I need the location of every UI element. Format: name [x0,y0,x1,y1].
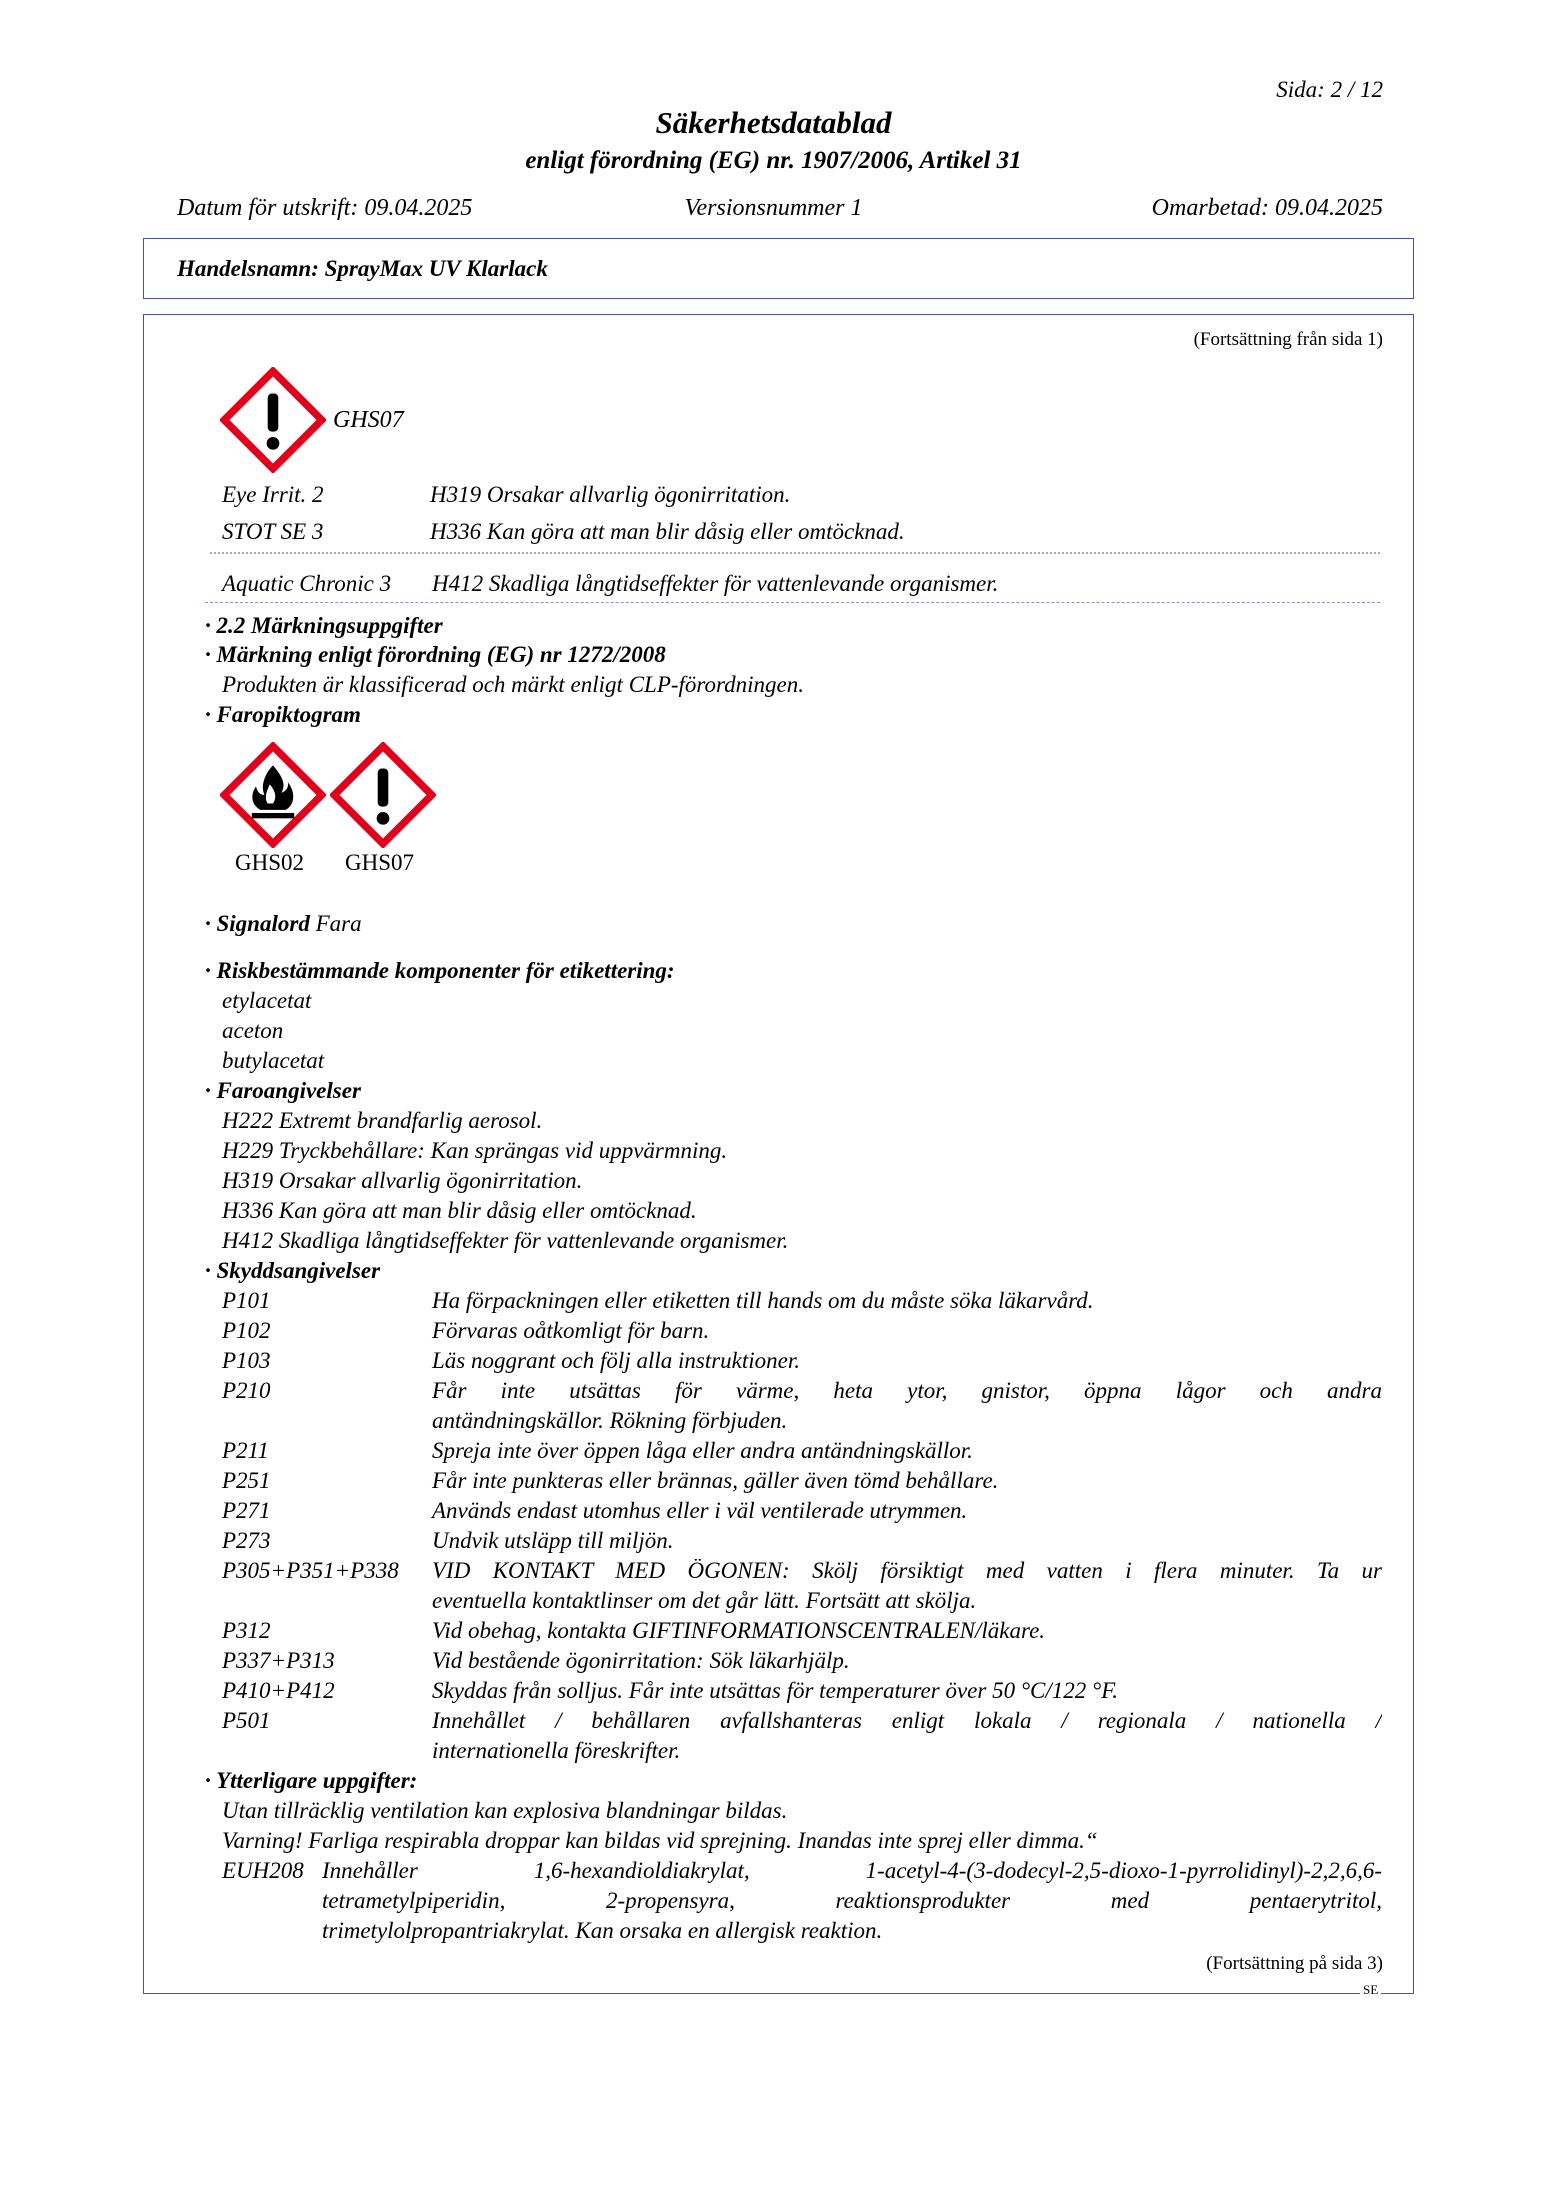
ghs02-flame-icon [220,742,326,848]
ghs07-label: GHS07 [333,407,404,433]
euh-text: Innehåller 1,6-hexandioldiakrylat, 1-acetyl-4-(3-dodecyl-2,5-dioxo-1-pyrrolidinyl)-2,2,6,6- [322,1859,1382,1883]
dotted-divider [210,552,1380,554]
component-item: butylacetat [222,1048,325,1073]
pictogram-label: GHS07 [345,850,415,875]
hazard-text: H336 Kan göra att man blir dåsig eller omtöcknad. [430,519,905,544]
precaution-text-cont: eventuella kontaktlinser om det går lätt. Fortsätt att skölja. [432,1588,977,1613]
classification-row [222,572,998,595]
precaution-code: P251 [222,1468,271,1493]
hazard-heading: · Faroangivelser [205,1078,361,1103]
precaution-text: Får inte utsättas för värme, heta ytor, gnistor, öppna lågor och andra [432,1379,1382,1403]
precaution-code: P501 [222,1708,271,1733]
hazard-statement: H412 Skadliga långtidseffekter för vattenlevande organismer. [222,1228,789,1253]
components-heading: · Riskbestämmande komponenter för etikettering: [205,958,675,983]
section-heading: · 2.2 Märkningsuppgifter [205,613,443,638]
classification-row [222,520,905,543]
precaution-text: Skyddas från solljus. Får inte utsättas för temperaturer över 50 °C/122 °F. [432,1678,1119,1703]
hazard-text: H319 Orsakar allvarlig ögonirritation. [430,482,791,507]
ghs07-exclamation-icon [330,742,436,848]
precaution-code: P305+P351+P338 [222,1558,399,1583]
continued-on: (Fortsättning på sida 3) [1206,1953,1383,1974]
regulation-heading: · Märkning enligt förordning (EG) nr 1272/2008 [205,642,666,667]
precaution-text-cont: internationella föreskrifter. [432,1738,681,1763]
continued-from: (Fortsättning från sida 1) [1193,329,1383,350]
pictogram-label: GHS02 [235,850,305,875]
regulation-text: Produkten är klassificerad och märkt enligt CLP-förordningen. [222,672,804,697]
precaution-text: Används endast utomhus eller i väl ventilerade utrymmen. [432,1498,968,1523]
hazard-class: Eye Irrit. 2 [222,482,324,507]
precaution-text: Läs noggrant och följ alla instruktioner. [432,1348,801,1373]
hazard-text: H412 Skadliga långtidseffekter för vattenlevande organismer. [432,571,999,596]
document-title: Säkerhetsdatablad [655,105,892,140]
additional-text: Utan tillräcklig ventilation kan explosiva blandningar bildas. [222,1798,788,1823]
hazard-statement: H319 Orsakar allvarlig ögonirritation. [222,1168,583,1193]
classification-row [222,483,790,506]
signal-word: Fara [315,911,362,936]
precaution-text-cont: antändningskällor. Rökning förbjuden. [432,1408,788,1433]
trade-name-box [143,238,1414,299]
component-item: etylacetat [222,988,312,1013]
precaution-code: P103 [222,1348,271,1373]
precaution-code: P211 [222,1438,269,1463]
precaution-text: Innehållet / behållaren avfallshanteras enligt lokala / regionala / nationella / [432,1709,1382,1733]
euh-text: tetrametylpiperidin, 2-propensyra, reaktionsprodukter med pentaerytritol, [322,1889,1382,1913]
precaution-code: P312 [222,1618,271,1643]
page-number: Sida: 2 / 12 [1276,77,1383,102]
precaution-code: P271 [222,1498,271,1523]
precaution-text: Undvik utsläpp till miljön. [432,1528,674,1553]
document-subtitle: enligt förordning (EG) nr. 1907/2006, Artikel 31 [525,147,1022,174]
precaution-text: Får inte punkteras eller brännas, gäller även tömd behållare. [432,1468,999,1493]
precaution-text: VID KONTAKT MED ÖGONEN: Skölj försiktigt med vatten i flera minuter. Ta ur [432,1559,1382,1583]
precaution-text: Spreja inte över öppen låga eller andra antändningskällor. [432,1438,973,1463]
trade-name: Handelsnamn: SprayMax UV Klarlack [177,256,548,281]
hazard-statement: H222 Extremt brandfarlig aerosol. [222,1108,543,1133]
additional-text: Varning! Farliga respirabla droppar kan bildas vid sprejning. Inandas inte sprej eller dimma.“ [222,1828,1098,1853]
print-date: Datum för utskrift: 09.04.2025 [177,195,473,221]
precaution-text: Förvaras oåtkomligt för barn. [432,1318,710,1343]
signal-word-label: · Signalord [205,911,310,936]
signal-word-line [205,912,362,935]
additional-heading: · Ytterligare uppgifter: [205,1768,418,1793]
hazard-statement: H336 Kan göra att man blir dåsig eller omtöcknad. [222,1198,697,1223]
euh-code: EUH208 [222,1858,304,1883]
version-number: Versionsnummer 1 [684,195,863,221]
language-code: SE [1360,1983,1381,1996]
precaution-text: Vid obehag, kontakta GIFTINFORMATIONSCENTRALEN/läkare. [432,1618,1046,1643]
section-divider [205,602,1380,603]
hazard-statement: H229 Tryckbehållare: Kan sprängas vid uppvärmning. [222,1138,728,1163]
precaution-code: P210 [222,1378,271,1403]
precaution-code: P273 [222,1528,271,1553]
precaution-text: Vid bestående ögonirritation: Sök läkarhjälp. [432,1648,850,1673]
precaution-text: Ha förpackningen eller etiketten till hands om du måste söka läkarvård. [432,1288,1094,1313]
revised-date: Omarbetad: 09.04.2025 [1151,195,1383,221]
precaution-code: P337+P313 [222,1648,335,1673]
euh-text: trimetylolpropantriakrylat. Kan orsaka en allergisk reaktion. [322,1918,883,1943]
component-item: aceton [222,1018,284,1043]
pictograms-heading: · Faropiktogram [205,702,361,727]
hazard-class: STOT SE 3 [222,519,324,544]
precaution-heading: · Skyddsangivelser [205,1258,381,1283]
precaution-code: P102 [222,1318,271,1343]
hazard-class: Aquatic Chronic 3 [222,571,392,596]
precaution-code: P410+P412 [222,1678,335,1703]
precaution-code: P101 [222,1288,271,1313]
ghs07-exclamation-icon [220,367,326,473]
